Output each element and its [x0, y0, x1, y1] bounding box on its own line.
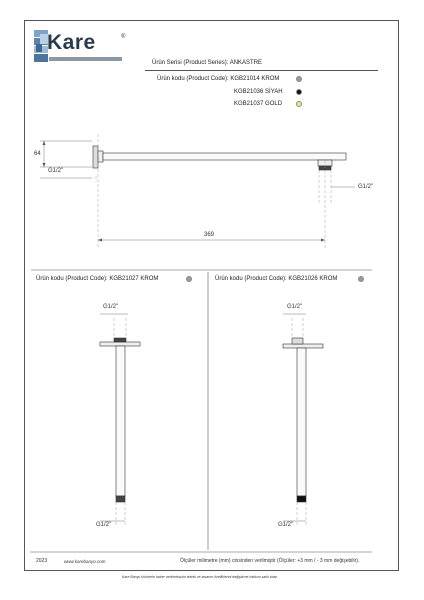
product-code-line-3: KGB21037 GOLD: [234, 101, 283, 107]
length-dimension-label: 369: [204, 232, 215, 238]
right-panel-bottom-thread-label: G1/2": [278, 522, 294, 528]
footer-year: 2023: [36, 558, 48, 564]
right-panel-top-thread-label: G1/2": [287, 304, 303, 310]
right-panel-code-line: Ürün kodu (Product Code): KGB21026 KROM: [215, 276, 338, 282]
series-line: Ürün Serisi (Product Series): ANKASTRE: [152, 60, 263, 66]
brand-name: Kare: [47, 31, 96, 54]
brand-registered-mark: ®: [121, 34, 126, 40]
left-thread-label: G1/2": [48, 168, 64, 174]
right-thread-label: G1/2": [358, 184, 374, 190]
height-dimension-label: 64: [34, 151, 41, 157]
left-panel-color-swatch: [186, 276, 192, 282]
left-panel-bottom-thread-label: G1/2": [96, 522, 112, 528]
left-panel-top-thread-label: G1/2": [103, 304, 119, 310]
footer-website: www.karebanyo.com: [64, 559, 106, 564]
product-code-line-1: Ürün kodu (Product Code): KGB21014 KROM: [157, 76, 280, 82]
product-code-line-2: KGB21036 SİYAH: [234, 89, 283, 95]
left-panel-code-line: Ürün kodu (Product Code): KGB21027 KROM: [36, 276, 159, 282]
footer-units-note: Ölçüler milimetre (mm) cinsinden verilmiştir (Ölçüler: +3 mm / - 3 mm değişebilir).: [180, 558, 360, 564]
right-panel-color-swatch: [358, 276, 364, 282]
footer-disclaimer: Kare Banyo ürünlerin haber verilmeksizin teknik ve tasarım özelliklerini değiştirme hakkını saklı tutar.: [122, 575, 278, 579]
